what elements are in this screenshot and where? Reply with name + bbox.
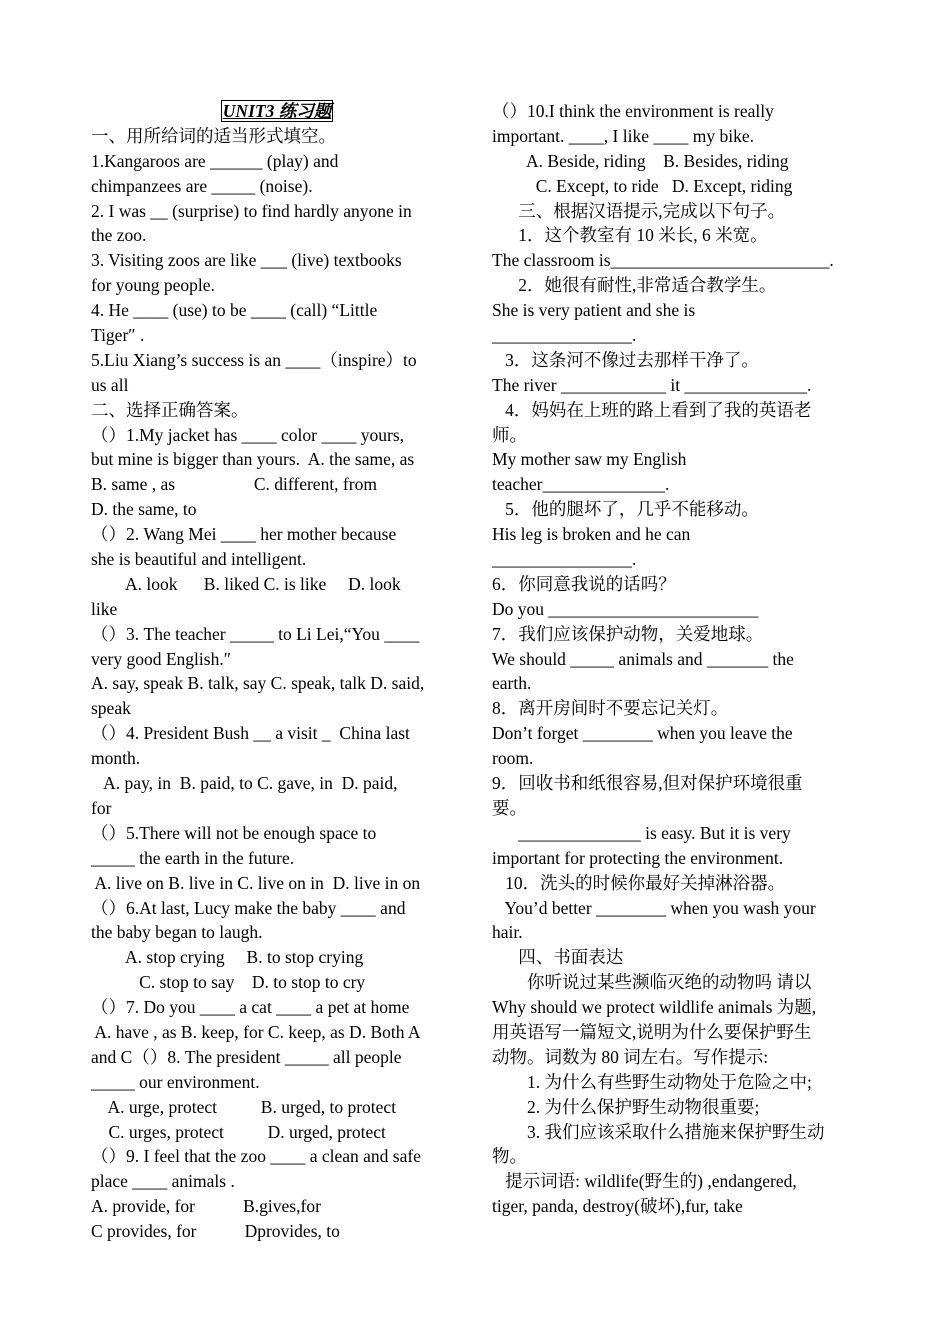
right-text-line: 物。 [492, 1146, 527, 1167]
right-text-line: 3. 我们应该采取什么措施来保护野生动 [492, 1121, 825, 1142]
right-text-line: 1．这个教室有 10 米长, 6 米宽。 [492, 225, 768, 246]
right-text-line: Don’t forget ________ when you leave the [492, 723, 793, 744]
left-text-line: 4. He ____ (use) to be ____ (call) “Little [91, 300, 378, 321]
left-text-line: D. the same, to [91, 499, 197, 520]
right-text-line: Do you ________________________ [492, 598, 759, 619]
left-text-line: C. urges, protect D. urged, protect [91, 1121, 386, 1142]
left-text-line: （）7. Do you ____ a cat ____ a pet at home [91, 997, 410, 1018]
left-text-line: （）9. I feel that the zoo ____ a clean and safe [91, 1146, 421, 1167]
right-text-line: ________________. [492, 325, 637, 346]
right-text-line: 2．她很有耐性,非常适合教学生。 [492, 275, 777, 296]
right-text-line: My mother saw my English [492, 449, 687, 470]
left-text-line: like [91, 598, 118, 619]
left-text-line: 5.Liu Xiang’s success is an ____（inspire）to [91, 349, 417, 370]
left-text-line: A. look B. liked C. is like D. look [91, 573, 401, 594]
right-text-line: 四、书面表达 [492, 947, 624, 968]
right-text-line: room. [492, 748, 534, 769]
left-text-line: 一、用所给词的适当形式填空。 [91, 125, 336, 146]
right-text-line: ________________. [492, 549, 637, 570]
left-text-line: A. urge, protect B. urged, to protect [91, 1096, 397, 1117]
right-text-line: C. Except, to ride D. Except, riding [492, 175, 793, 196]
left-text-line: and C（）8. The president _____ all people [91, 1046, 402, 1067]
right-text-line: His leg is broken and he can [492, 524, 691, 545]
right-text-line: 1. 为什么有些野生动物处于危险之中; [492, 1071, 812, 1092]
right-text-line: We should _____ animals and _______ the [492, 648, 794, 669]
left-column [91, 99, 463, 1244]
left-text-line: （）6.At last, Lucy make the baby ____ and [91, 897, 406, 918]
left-text-line: _____ the earth in the future. [91, 847, 295, 868]
left-text-line: B. same , as C. different, from [91, 474, 377, 495]
left-text-line: （）4. President Bush __ a visit _ China last [91, 723, 410, 744]
left-text-line: she is beautiful and intelligent. [91, 549, 307, 570]
left-text-line: 2. I was __ (surprise) to find hardly anyone in [91, 200, 412, 221]
right-text-line: You’d better ________ when you wash your [492, 897, 816, 918]
right-text-line: teacher______________. [492, 474, 670, 495]
left-text-line: C. stop to say D. to stop to cry [91, 972, 366, 993]
left-text-line: （）2. Wang Mei ____ her mother because [91, 524, 397, 545]
right-text-line: 提示词语: wildlife(野生的) ,endangered, [492, 1171, 797, 1192]
left-text-line: A. say, speak B. talk, say C. speak, talk D. said, [91, 673, 425, 694]
left-text-line: the zoo. [91, 225, 147, 246]
right-text-line: 10．洗头的时候你最好关掉淋浴器。 [492, 872, 786, 893]
right-text-line: 要。 [492, 797, 527, 818]
left-text-line: 二、选择正确答案。 [91, 399, 249, 420]
left-text-line: _____ our environment. [91, 1071, 260, 1092]
right-text-line: earth. [492, 673, 532, 694]
left-text-line: month. [91, 748, 141, 769]
right-text-line: Why should we protect wildlife animals 为题, [492, 997, 817, 1018]
left-text-line: but mine is bigger than yours. A. the same, as [91, 449, 415, 470]
left-text-line: （）3. The teacher _____ to Li Lei,“You ____ [91, 623, 420, 644]
right-text-line: The classroom is_________________________. [492, 250, 834, 271]
right-column [492, 99, 864, 1219]
left-text-line: very good English.″ [91, 648, 231, 669]
right-text-line: 6．你同意我说的话吗？ [492, 573, 676, 594]
right-text-line: She is very patient and she is [492, 300, 696, 321]
left-text-line: for [91, 797, 112, 818]
right-text-line: 动物。词数为 80 词左右。写作提示: [492, 1046, 769, 1067]
left-text-line: C provides, for Dprovides, to [91, 1221, 340, 1242]
right-text-line: important for protecting the environment. [492, 847, 784, 868]
left-text-line: the baby began to laugh. [91, 922, 263, 943]
right-text-line: 3．这条河不像过去那样干净了。 [492, 349, 759, 370]
right-text-line: hair. [492, 922, 523, 943]
left-text-line: A. provide, for B.gives,for [91, 1196, 321, 1217]
left-text-line: for young people. [91, 275, 215, 296]
right-text-line: tiger, panda, destroy(破坏),fur, take [492, 1196, 743, 1217]
right-text-line: important. ____, I like ____ my bike. [492, 125, 754, 146]
right-text-line: A. Beside, riding B. Besides, riding [492, 150, 789, 171]
right-text-line: 师。 [492, 424, 527, 445]
right-text-line: 8．离开房间时不要忘记关灯。 [492, 698, 729, 719]
left-text-line: speak [91, 698, 131, 719]
left-text-line: （）5.There will not be enough space to [91, 822, 377, 843]
page-title-text: UNIT3 练习题 [222, 101, 332, 121]
right-text-line: 5．他的腿坏了，几乎不能移动。 [492, 499, 759, 520]
right-text-line: （）10.I think the environment is really [492, 101, 774, 121]
left-text-line: 3. Visiting zoos are like ___ (live) textbooks [91, 250, 402, 271]
right-text-line: 三、根据汉语提示,完成以下句子。 [492, 200, 786, 221]
left-text-line: A. have , as B. keep, for C. keep, as D. Both A [91, 1021, 421, 1042]
right-text-line: ______________ is easy. But it is very [492, 822, 791, 843]
left-text-line: chimpanzees are _____ (noise). [91, 175, 313, 196]
right-text-line: 4．妈妈在上班的路上看到了我的英语老 [492, 399, 812, 420]
left-text-line: us all [91, 374, 129, 395]
right-text-line: 用英语写一篇短文,说明为什么要保护野生 [492, 1021, 812, 1042]
right-text-line: 9．回收书和纸很容易,但对保护环境很重 [492, 773, 803, 794]
right-text-line: 2. 为什么保护野生动物很重要; [492, 1096, 760, 1117]
left-text-line: （）1.My jacket has ____ color ____ yours, [91, 424, 405, 445]
right-text-line: 7．我们应该保护动物，关爱地球。 [492, 623, 764, 644]
left-text-line: place ____ animals . [91, 1171, 235, 1192]
right-text-line: 你听说过某些濒临灭绝的动物吗 请以 [492, 972, 812, 993]
left-text-line: Tiger″ . [91, 325, 145, 346]
left-text-line: A. pay, in B. paid, to C. gave, in D. paid, [91, 773, 398, 794]
left-text-line: A. stop crying B. to stop crying [91, 947, 364, 968]
left-text-line: 1.Kangaroos are ______ (play) and [91, 150, 339, 171]
left-text-line: A. live on B. live in C. live on in D. live in on [91, 872, 421, 893]
right-text-line: The river ____________ it ______________. [492, 374, 812, 395]
page-title [91, 99, 463, 124]
